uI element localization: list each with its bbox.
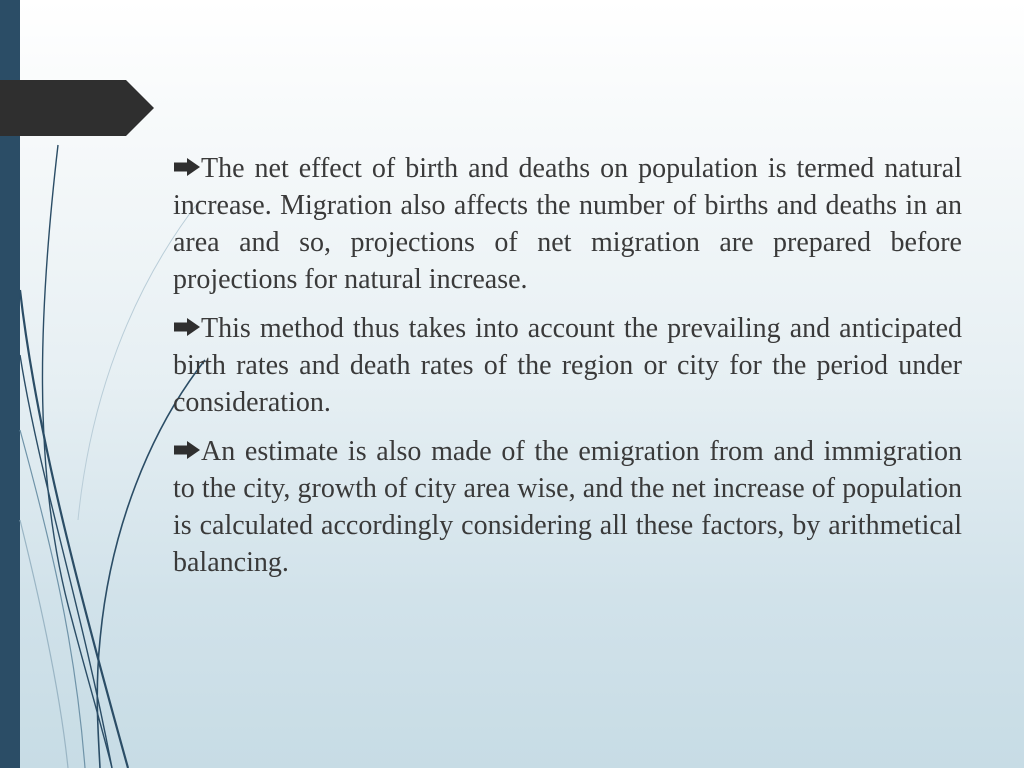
bullet-item-1: [173, 150, 962, 298]
bullet-text: The net effect of birth and deaths on population is termed natural increase. Migration also affects the number of births and deaths in an area and so, projections of net migration are prepared before projections for natural increase.: [173, 153, 962, 295]
bullet-text: This method thus takes into account the prevailing and anticipated birth rates and death rates of the region or city for the period under consideration.: [173, 313, 962, 418]
bullet-item-2: [173, 310, 962, 421]
bullet-text: An estimate is also made of the emigration from and immigration to the city, growth of city area wise, and the net increase of population is calculated accordingly considering all these factors, by arithmetical balancing.: [173, 436, 962, 578]
bullet-item-3: [173, 433, 962, 581]
arrow-bullet-icon: [173, 317, 201, 337]
arrow-bullet-icon: [173, 157, 201, 177]
slide-body: [173, 150, 962, 593]
arrow-bullet-icon: [173, 440, 201, 460]
